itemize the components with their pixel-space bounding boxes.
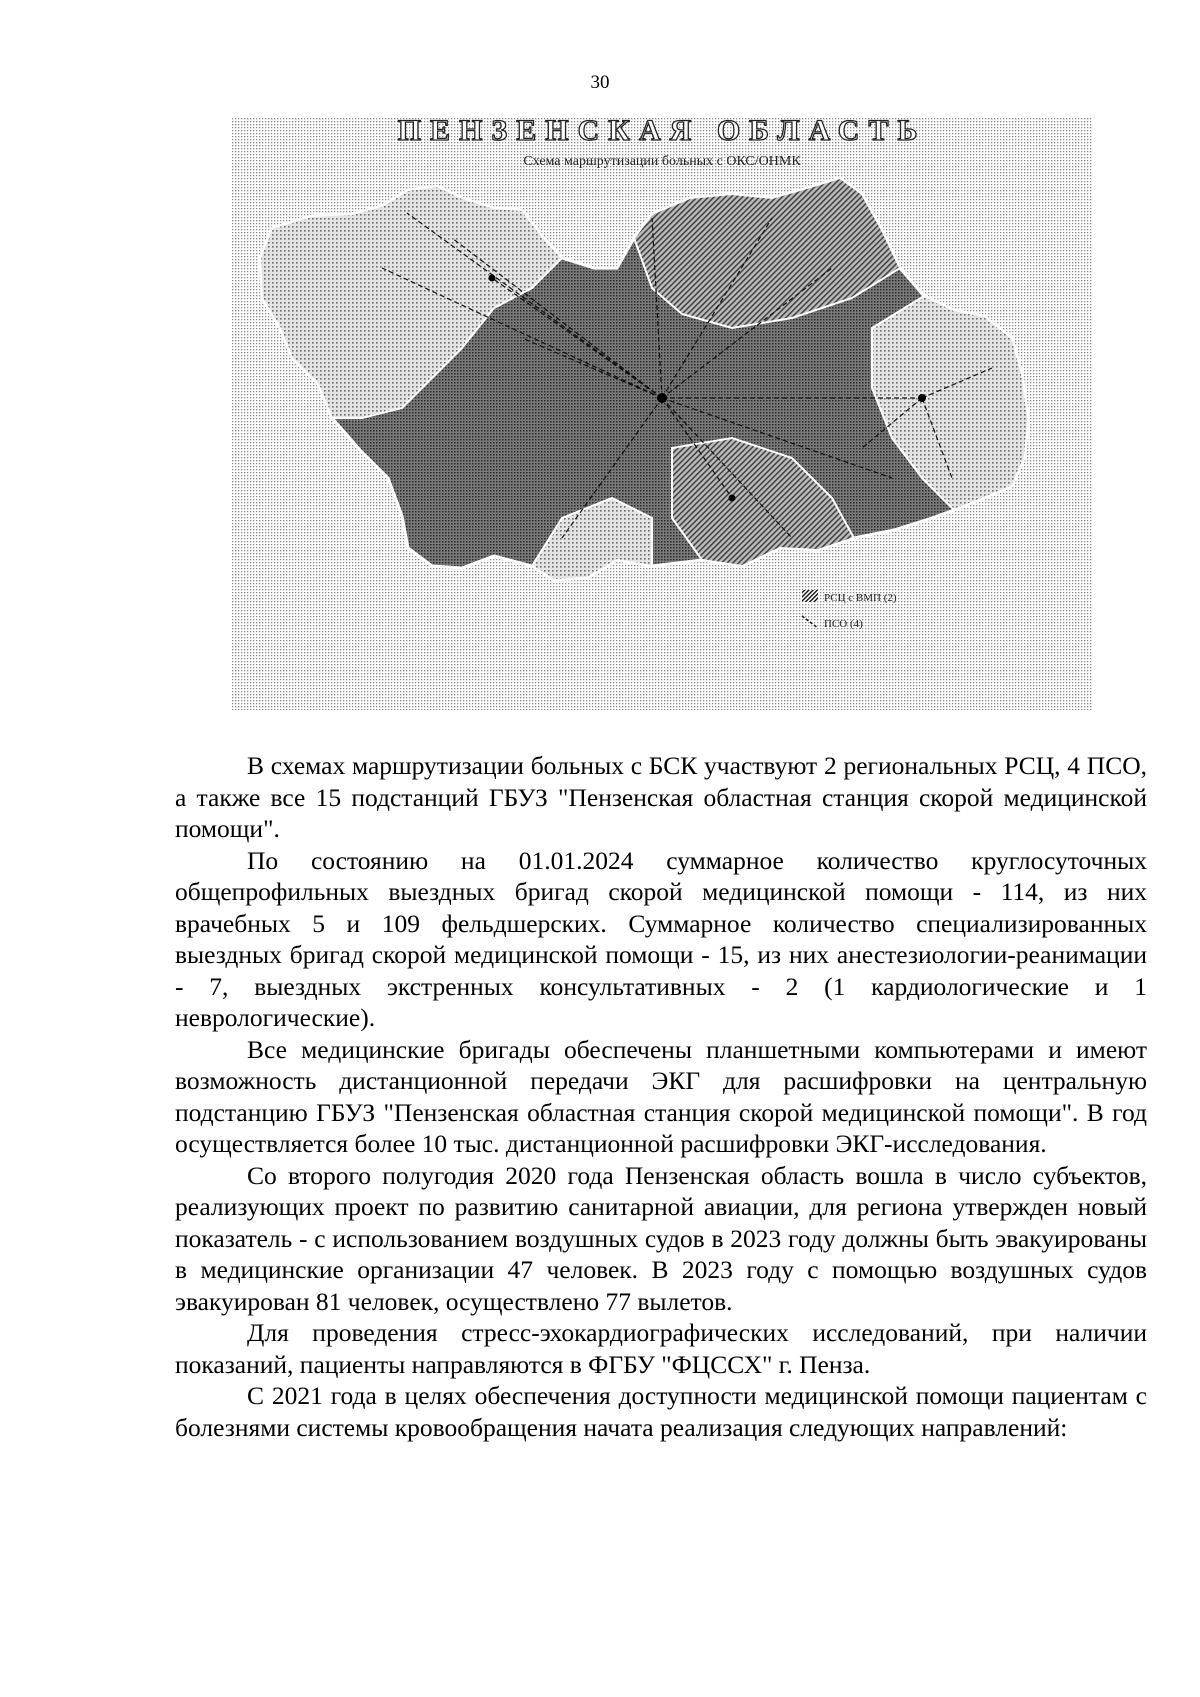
paragraph: С 2021 года в целях обеспечения доступности медицинской помощи пациентам с болезнями системы кровообращения начата реализация следующих направлений: — [175, 1381, 1147, 1442]
map-subtitle: Схема маршрутизации больных с ОКС/ОНМК — [523, 154, 801, 169]
paragraph: Все медицинские бригады обеспечены планшетными компьютерами и имеют возможность дистанционной передачи ЭКГ для расшифровки на центральную подстанцию ГБУЗ "Пензенская областная станция скорой медицинской помощи". В год осуществляется более 10 тыс. дистанционной расшифровки ЭКГ-исследования. — [175, 1034, 1147, 1158]
legend-label-rsc: РСЦ с ВМП (2) — [824, 592, 897, 604]
page-number: 30 — [590, 72, 610, 93]
paragraph: Для проведения стресс-эхокардиографических исследований, при наличии показаний, пациенты направляются в ФГБУ "ФЦССХ" г. Пенза. — [175, 1318, 1147, 1379]
pso-marker — [489, 275, 496, 282]
legend-label-pso: ПСО (4) — [824, 618, 863, 630]
paragraph: В схемах маршрутизации больных с БСК участвуют 2 региональных РСЦ, 4 ПСО, а также все 15 подстанций ГБУЗ "Пензенская областная станция скорой медицинской помощи". — [175, 751, 1147, 843]
body-text — [175, 750, 1147, 1443]
pso-marker — [918, 394, 926, 402]
region-map-figure — [232, 118, 1092, 710]
pso-marker — [729, 495, 736, 502]
legend-swatch-rsc — [802, 590, 818, 602]
paragraph: Со второго полугодия 2020 года Пензенская область вошла в число субъектов, реализующих проект по развитию санитарной авиации, для региона утвержден новый показатель - с использованием воздушных судов в 2023 году должны быть эвакуированы в медицинские организации 47 человек. В 2023 году с помощью воздушных судов эвакуирован 81 человек, осуществлено 77 вылетов. — [175, 1160, 1147, 1316]
map-title: ПЕНЗЕНСКАЯ ОБЛАСТЬ — [397, 118, 927, 147]
rsc-marker — [657, 393, 667, 403]
paragraph: По состоянию на 01.01.2024 суммарное количество круглосуточных общепрофильных выездных бригад скорой медицинской помощи - 114, из них врачебных 5 и 109 фельдшерских. Суммарное количество специализированных выездных бригад скорой медицинской помощи - 15, из них анестезиологии-реанимации - 7, выездных экстренных консультативных - 2 (1 кардиологические и 1 неврологические). — [175, 845, 1147, 1032]
